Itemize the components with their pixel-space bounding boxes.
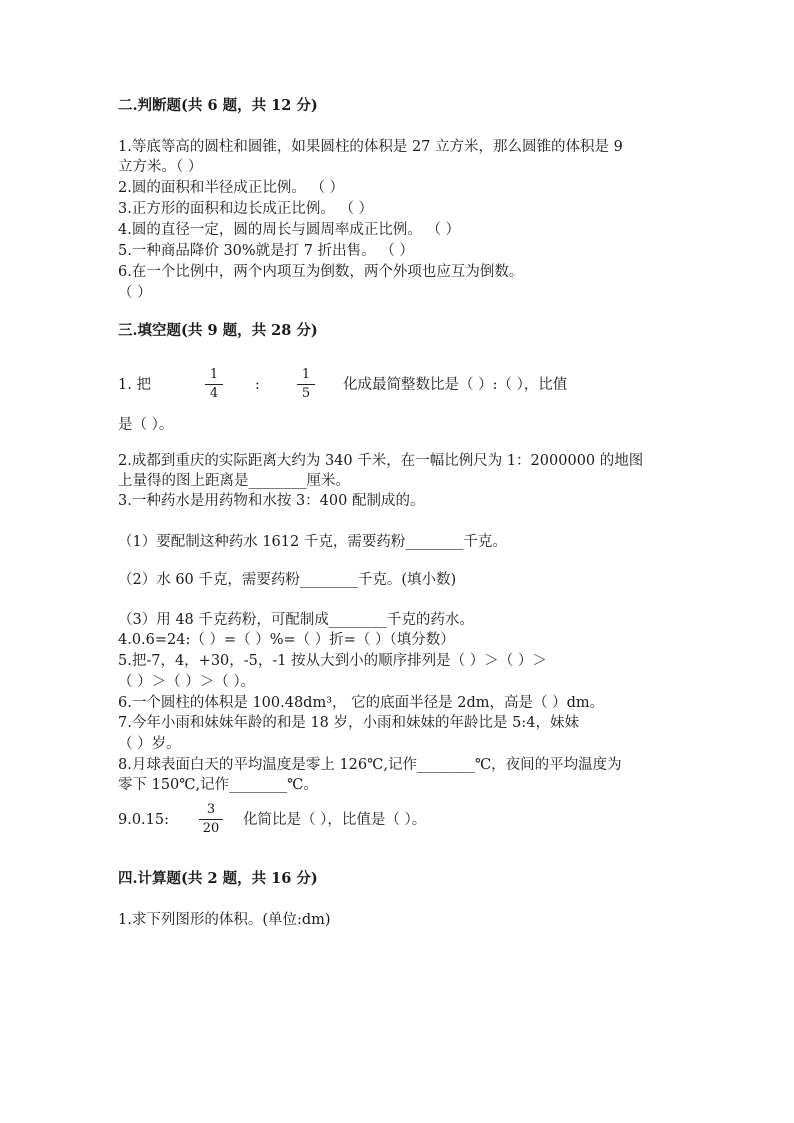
section-heading-calc: 四.计算题(共 2 题，共 16 分) (118, 870, 318, 887)
fraction-three-twentieths (199, 803, 223, 836)
fill-line-q2a: 2.成都到重庆的实际距离大约为 340 千米，在一幅比例尺为 1：2000000 的地图 (118, 453, 644, 469)
calc-line-1: 1.求下列图形的体积。(单位:dm) (118, 912, 331, 928)
fill-line-q7a: 7.今年小雨和妹妹年龄的和是 18 岁，小雨和妹妹的年龄比是 5:4，妹妹 (118, 715, 579, 731)
judge-line-6: 5.一种商品降价 30%就是打 7 折出售。 （ ） (118, 243, 414, 259)
fill-line-q3-sub3: （3）用 48 千克药粉，可配制成________千克的药水。 (118, 612, 474, 628)
judge-line-3: 2.圆的面积和半径成正比例。 （ ） (118, 180, 345, 196)
fill-line-q8b: 零下 150℃,记作________℃。 (118, 777, 318, 793)
fraction-numerator: 1 (301, 367, 311, 382)
judge-line-8: （ ） (118, 285, 152, 301)
fraction-bar (199, 819, 223, 820)
fraction-denominator: 20 (202, 821, 220, 836)
fill-q3-sub2: （2）水 60 千克，需要药粉________千克。(填小数) (118, 572, 457, 588)
fraction-one-quarter (205, 368, 223, 401)
judge-line-7: 6.在一个比例中，两个内项互为倒数，两个外项也应互为倒数。 (118, 264, 524, 280)
fraction-denominator: 4 (209, 386, 219, 401)
fraction-bar (297, 384, 315, 385)
fraction-bar (205, 384, 223, 385)
fill-line-q5a: 5.把-7，4，+30，-5，-1 按从大到小的顺序排列是（ ）＞（ ）＞ (118, 653, 547, 669)
fill-line-q3: 3.一种药水是用药物和水按 3：400 配制成的。 (118, 493, 425, 509)
judge-line-4: 3.正方形的面积和边长成正比例。 （ ） (118, 201, 374, 217)
fill-line-q7b: （ ）岁。 (118, 736, 181, 752)
fill-q9-suffix: 化简比是（ ），比值是（ ）。 (243, 812, 427, 828)
judge-line-2: 立方米。（ ） (118, 159, 203, 175)
fill-line-q2b: 上量得的图上距离是________厘米。 (118, 473, 350, 489)
judge-line-1: 1.等底等高的圆柱和圆锥，如果圆柱的体积是 27 立方米，那么圆锥的体积是 9 (118, 139, 623, 155)
fill-q1-colon: : (255, 377, 260, 393)
fill-q1-prefix: 1. 把 (118, 377, 151, 393)
judge-line-5: 4.圆的直径一定，圆的周长与圆周率成正比例。 （ ） (118, 222, 461, 238)
fraction-numerator: 3 (206, 802, 216, 817)
fill-line-q4: 4.0.6=24:（ ）=（ ）%=（ ）折=（ ）（填分数） (118, 632, 455, 648)
section-heading-judge: 二.判断题(共 6 题，共 12 分) (118, 97, 318, 114)
fraction-numerator: 1 (209, 367, 219, 382)
fill-line-q6: 6.一个圆柱的体积是 100.48dm³， 它的底面半径是 2dm，高是（ ）dm。 (118, 695, 605, 711)
fill-q9-prefix: 9.0.15: (118, 812, 170, 828)
fill-q3-sub1: （1）要配制这种药水 1612 千克，需要药粉________千克。 (118, 534, 507, 550)
fill-q1-line2: 是（ ）。 (118, 417, 174, 433)
fill-line-q8a: 8.月球表面白天的平均温度是零上 126℃,记作________℃，夜间的平均温度为 (118, 757, 622, 773)
fraction-one-fifth (297, 368, 315, 401)
fraction-denominator: 5 (301, 386, 311, 401)
fill-line-q5b: （ ）＞（ ）＞（ ）。 (118, 674, 256, 690)
section-heading-fill: 三.填空题(共 9 题，共 28 分) (118, 322, 318, 339)
fill-q1-suffix: 化成最简整数比是（ ）:（ ），比值 (343, 377, 568, 393)
